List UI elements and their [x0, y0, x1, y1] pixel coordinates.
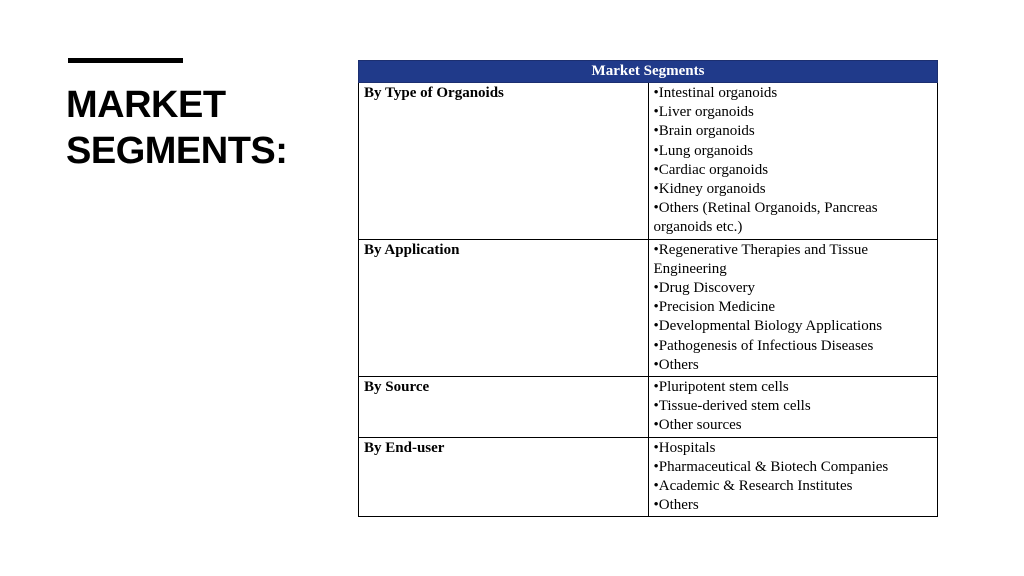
list-item: •Hospitals	[653, 439, 716, 456]
list-item: •Cardiac organoids	[653, 161, 769, 178]
segment-category: By Application	[359, 239, 649, 376]
segment-items-cell	[648, 239, 938, 376]
segment-item-list	[654, 241, 934, 375]
list-item: •Lung organoids	[653, 142, 754, 159]
table-row	[359, 83, 938, 240]
table-row	[359, 377, 938, 438]
list-item: •Developmental Biology Applications	[653, 318, 883, 335]
slide-title: MARKET SEGMENTS:	[66, 84, 288, 172]
list-item: •Other sources	[653, 417, 742, 434]
table-row	[359, 437, 938, 517]
segment-category: By Source	[359, 377, 649, 438]
list-item: •Pharmaceutical & Biotech Companies	[653, 458, 889, 475]
list-item: •Liver organoids	[653, 104, 754, 121]
list-item: •Others	[653, 497, 699, 514]
list-item: •Academic & Research Institutes	[653, 478, 853, 495]
list-item: •Kidney organoids	[653, 181, 766, 198]
segment-items-cell	[648, 83, 938, 240]
list-item: •Tissue-derived stem cells	[653, 398, 811, 415]
list-item: •Pathogenesis of Infectious Diseases	[653, 337, 874, 354]
list-item: •Brain organoids	[653, 123, 755, 140]
market-segments-table	[358, 60, 938, 517]
segment-item-list	[654, 84, 934, 238]
segment-category: By Type of Organoids	[359, 83, 649, 240]
table-header-row	[359, 61, 938, 83]
segment-category: By End-user	[359, 437, 649, 517]
table-row	[359, 239, 938, 376]
list-item: •Others (Retinal Organoids, Pancreas organoids etc.)	[653, 200, 878, 236]
segment-items-cell	[648, 377, 938, 438]
list-item: •Precision Medicine	[653, 299, 775, 316]
segment-items-cell	[648, 437, 938, 517]
list-item: •Drug Discovery	[653, 280, 755, 297]
list-item: •Others	[653, 356, 699, 373]
table-header: Market Segments	[359, 61, 938, 83]
title-accent-bar	[68, 58, 183, 63]
list-item: •Pluripotent stem cells	[653, 379, 789, 396]
segment-item-list	[654, 378, 934, 436]
list-item: •Regenerative Therapies and Tissue Engineering	[653, 241, 869, 277]
list-item: •Intestinal organoids	[653, 85, 778, 101]
segment-item-list	[654, 439, 934, 516]
